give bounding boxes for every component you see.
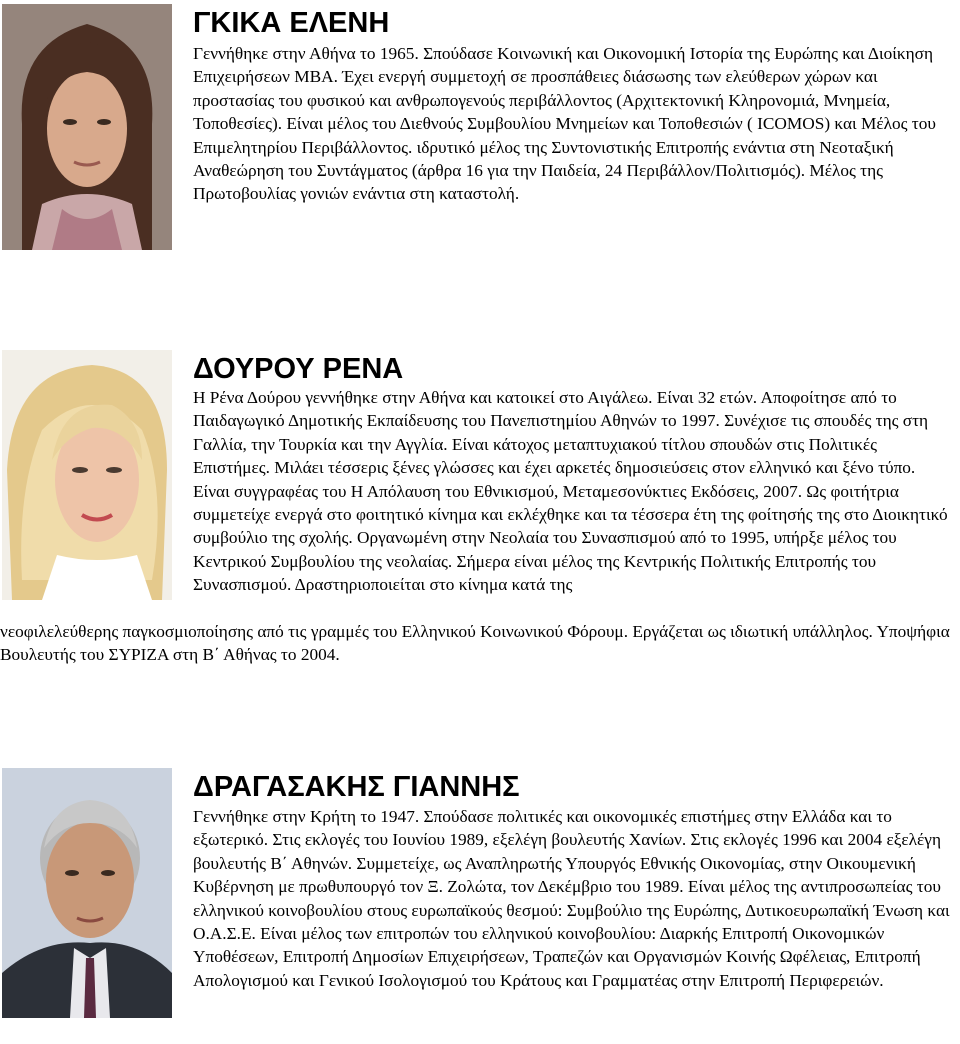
portrait-photo bbox=[2, 4, 172, 250]
portrait-photo bbox=[2, 350, 172, 600]
person-bio-continued: νεοφιλελεύθερης παγκοσμιοποίησης από τις γραμμές του Ελληνικού Κοινωνικού Φόρουμ. Εργάζεται ως ιδιωτική υπάλληλος. Υποψήφια Βουλευτής του ΣΥΡΙΖΑ στη Β΄ Αθήνας το 2004. bbox=[0, 622, 950, 665]
person-name: ΔΡΑΓΑΣΑΚΗΣ ΓΙΑΝΝΗΣ bbox=[193, 771, 520, 803]
person-bio: Γεννήθηκε στην Κρήτη το 1947. Σπούδασε πολιτικές και οικονομικές επιστήμες στην Ελλάδα και το εξωτερικό. Στις εκλογές του Ιουνίου 1989, εξελέγη βουλευτής Χανίων. Στις εκλογές 1996 και 2004 εξελέγη βουλευτής Β΄ Αθηνών. Συμμετείχε, ως Αναπληρωτής Υπουργός Εθνικής Οικονομίας, στην Οικουμενική Κυβέρνηση με πρωθυπουργό τον Ξ. Ζολώτα, τον Δεκέμβριο του 1989. Είναι μέλος της αντιπροσωπείας του ελληνικού κοινοβουλίου στους ευρωπαϊκούς θεσμού: Συμβούλιο της Ευρώπης, Δυτικοευρωπαϊκή Ένωση και Ο.Α.Σ.Ε. Είναι μέλος των επιτροπών του ελληνικού κοινοβουλίου: Διαρκής Επιτροπή Οικονομικών Υποθέσεων, Επιτροπή Δημοσίων Επιχειρήσεων, Τραπεζών και Οργανισμών Κοινής Ωφέλειας, Επιτροπή Απολογισμού και Γενικού Ισολογισμού του Κράτους και Γραμματέας στην Επιτροπή Περιφερειών. bbox=[193, 807, 950, 990]
person-name: ΓΚΙΚΑ ΕΛΕΝΗ bbox=[193, 7, 390, 39]
portrait-photo bbox=[2, 768, 172, 1018]
person-bio: Η Ρένα Δούρου γεννήθηκε στην Αθήνα και κατοικεί στο Αιγάλεω. Είναι 32 ετών. Αποφοίτησε από το Παιδαγωγικό Δημοτικής Εκπαίδευσης του Πανεπιστημίου Αθηνών το 1997. Συνέχισε τις σπουδές της στη Γαλλία, την Τουρκία και την Αγγλία. Είναι κάτοχος μεταπτυχιακού τίτλου σπουδών στις Πολιτικές Επιστήμες. Μιλάει τέσσερις ξένες γλώσσες και έχει αρκετές δημοσιεύσεις στον ελληνικό και ξένο τύπο. Είναι συγγραφέας του Η Απόλαυση του Εθνικισμού, Μεταμεσονύκτιες Εκδόσεις, 2007. Ως φοιτήτρια συμμετείχε ενεργά στο φοιτητικό κίνημα και εκλέχθηκε και τα τέσσερα έτη της φοίτησής της στο Διοικητικό συμβούλιο της σχολής. Οργανωμένη στην Νεολαία του Συνασπισμού από το 1995, υπήρξε μέλος του Κεντρικού Συμβουλίου της νεολαίας. Σήμερα είναι μέλος της Κεντρικής Πολιτικής Επιτροπής του Συνασπισμού. Δραστηριοποιείται στο κίνημα κατά της bbox=[193, 388, 948, 595]
person-bio: Γεννήθηκε στην Αθήνα το 1965. Σπούδασε Κοινωνική και Οικονομική Ιστορία της Ευρώπης και Διοίκηση Επιχειρήσεων ΜΒΑ. Έχει ενεργή συμμετοχή σε προσπάθειες διάσωσης των ελεύθερων χώρων και προστασίας του φυσικού και ανθρωπογενούς περιβάλλοντος (Αρχιτεκτονική Κληρονομιά, Μνημεία, Τοποθεσίες). Είναι μέλος του Διεθνούς Συμβουλίου Μνημείων και Τοποθεσιών ( ICOMOS) και Μέλος του Επιμελητηρίου Περιβάλλοντος. ιδρυτικό μέλος της Συντονιστικής Επιτροπής ενάντια στη Νεοταξική Αναθεώρηση του Συντάγματος (άρθρα 16 για την Παιδεία, 24 Περιβάλλον/Πολιτισμός). Μέλος της Πρωτοβουλίας γονιών ενάντια στη καταστολή. bbox=[193, 44, 936, 204]
person-name: ΔΟΥΡΟΥ ΡΕΝΑ bbox=[193, 353, 404, 385]
